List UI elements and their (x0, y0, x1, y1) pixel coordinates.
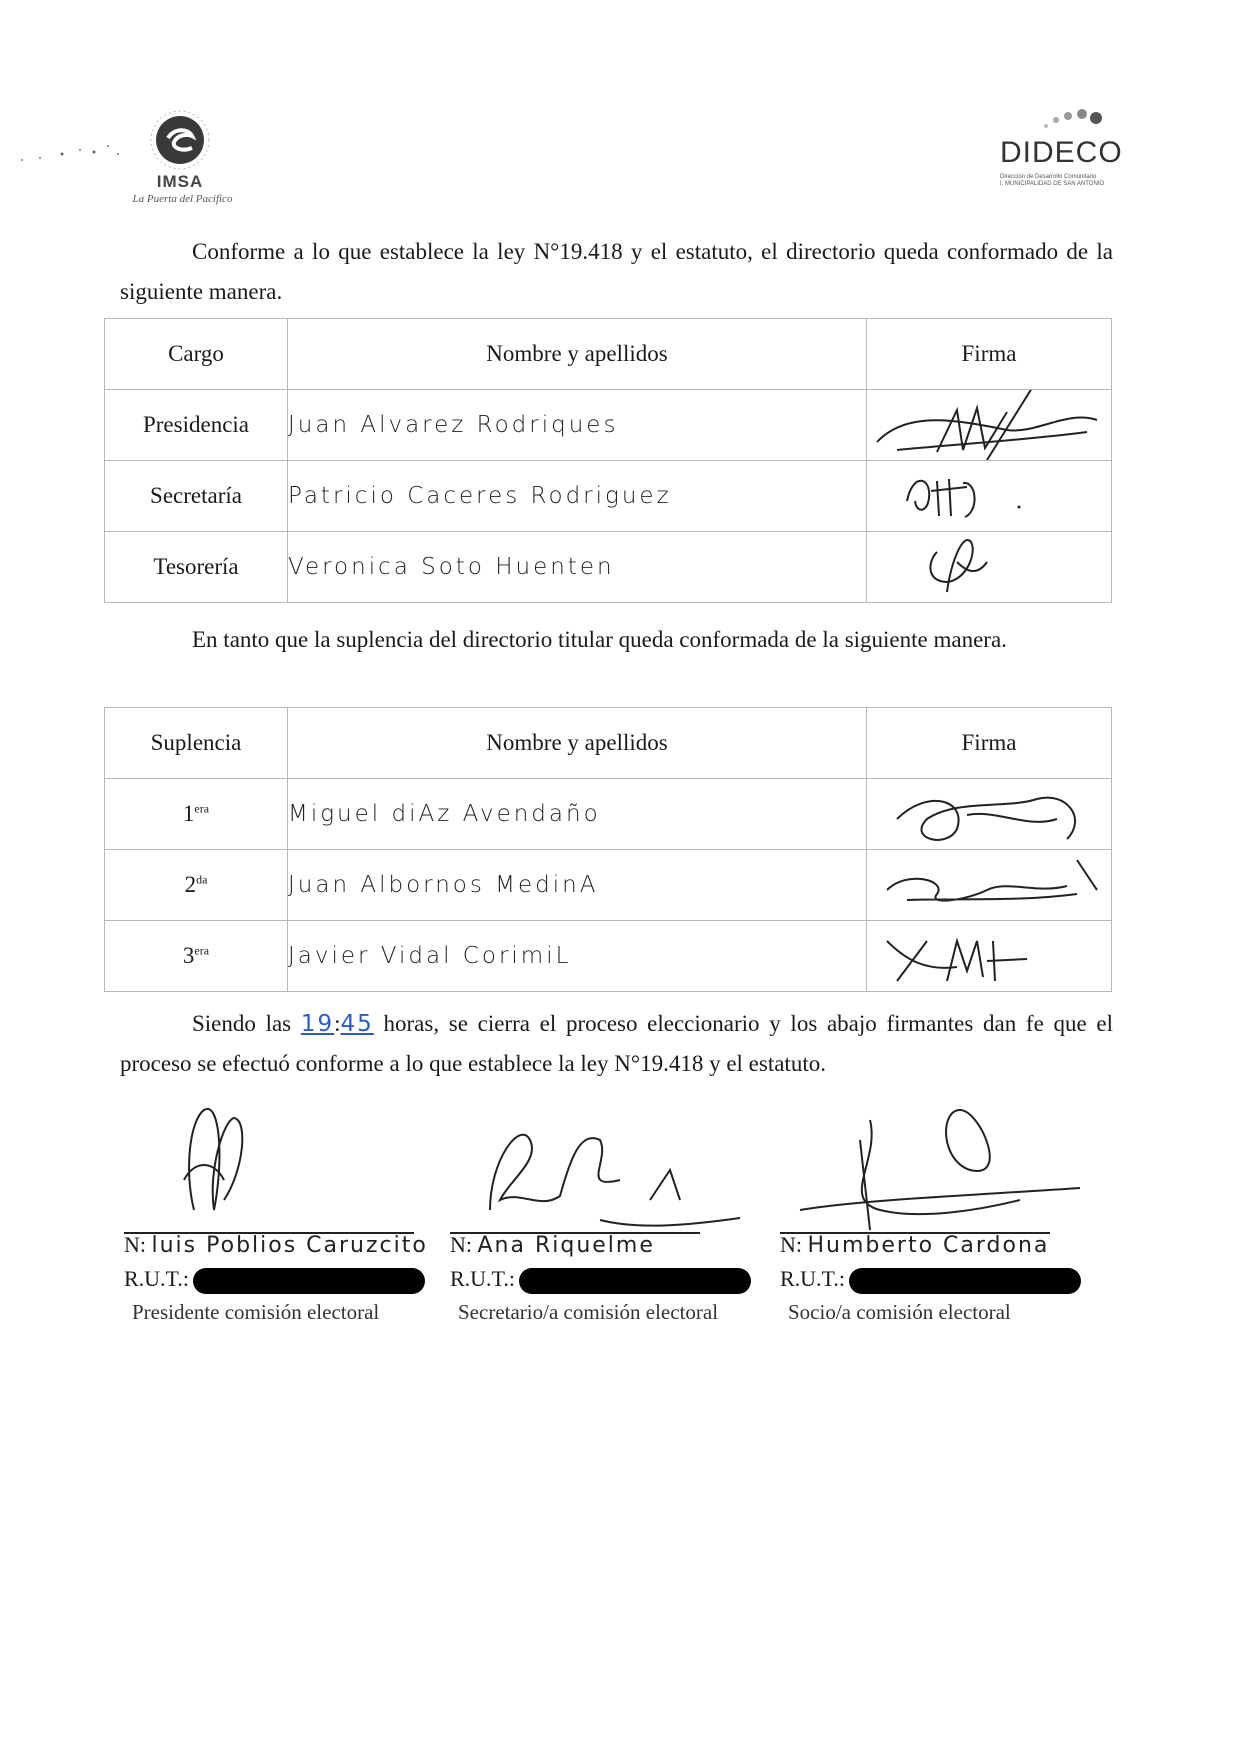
firma-cell (867, 390, 1112, 461)
table-row (105, 532, 1112, 603)
header-cargo: Cargo (105, 319, 288, 390)
dideco-dots-icon (1038, 108, 1128, 136)
intro-paragraph (120, 232, 1113, 312)
ordinal-suffix: era (194, 801, 210, 816)
closing-prefix: Siendo las (192, 1011, 292, 1036)
nombre-cell: Miguel diAz Avendaño (288, 779, 867, 850)
header-nombre: Nombre y apellidos (288, 708, 867, 779)
directorio-table (104, 318, 1112, 603)
cargo-cell: Secretaría (105, 461, 288, 532)
rut-label: R.U.T.: (450, 1266, 515, 1291)
header-suplencia: Suplencia (105, 708, 288, 779)
table-header-row (105, 319, 1112, 390)
signature-secretaria (867, 461, 1111, 531)
signature-presidencia (867, 390, 1111, 460)
ordinal-suffix: da (196, 872, 208, 887)
name-row (124, 1232, 428, 1258)
rut-row (780, 1266, 1081, 1294)
dideco-subtitle-1: Dirección de Desarrollo Comunitario (1000, 174, 1097, 180)
ordinal-number: 3 (182, 943, 195, 968)
table-row (105, 390, 1112, 461)
closing-minute: 45 (340, 1011, 374, 1037)
ordinal-suffix: era (194, 943, 210, 958)
signature-block-secretario (450, 1100, 750, 1330)
n-label: N: (124, 1232, 146, 1257)
suplencia-num-cell (105, 850, 288, 921)
signature-block-socio (780, 1100, 1080, 1330)
dideco-logo (1000, 108, 1125, 188)
rut-row (450, 1266, 751, 1294)
signature-suplente-2 (867, 850, 1111, 924)
intro-text: Conforme a lo que establece la ley N°19.418 y el estatuto, el directorio queda conformado de la siguiente manera. (120, 239, 1113, 304)
signature-suplente-1 (867, 779, 1111, 853)
signature-block-presidente (124, 1100, 428, 1330)
cargo-cell: Tesorería (105, 532, 288, 603)
name-row (450, 1232, 655, 1258)
rut-label: R.U.T.: (780, 1266, 845, 1291)
imsa-emblem-icon (148, 108, 212, 172)
scan-speckles (10, 140, 130, 170)
nombre-cell: Patricio Caceres Rodriguez (288, 461, 867, 532)
ordinal-number: 2 (184, 872, 197, 897)
closing-paragraph: Siendo las 19:45 horas, se cierra el proceso eleccionario y los abajo firmantes dan fe que el proceso se efectuó conforme a lo que establece la ley N°19.418 y el estatuto. (120, 1011, 1113, 1076)
signature-suplente-3 (867, 921, 1111, 995)
suplencia-num-cell (105, 921, 288, 992)
table-row (105, 461, 1112, 532)
suplencia-table (104, 707, 1112, 992)
suplencia-text: En tanto que la suplencia del directorio titular queda conformada de la siguiente manera. (192, 627, 1007, 652)
table-header-row (105, 708, 1112, 779)
signatory-role: Socio/a comisión electoral (788, 1300, 1011, 1324)
header-firma: Firma (867, 708, 1112, 779)
nombre-cell: Veronica Soto Huenten (288, 532, 867, 603)
cargo-cell: Presidencia (105, 390, 288, 461)
firma-cell (867, 921, 1112, 992)
signatory-name: Ana Riquelme (477, 1233, 655, 1258)
closing-hour: 19 (300, 1011, 335, 1037)
n-label: N: (450, 1232, 472, 1257)
signatory-name: luis Poblios Caruzcito (151, 1233, 428, 1258)
redacted-rut (849, 1268, 1081, 1294)
firma-cell (867, 532, 1112, 603)
rut-row (124, 1266, 425, 1294)
n-label: N: (780, 1232, 802, 1257)
nombre-cell: Juan Albornos MedinA (288, 850, 867, 921)
signatory-role: Secretario/a comisión electoral (458, 1300, 719, 1324)
signature-socio (780, 1100, 1080, 1240)
redacted-rut (519, 1268, 751, 1294)
table-row (105, 921, 1112, 992)
firma-cell (867, 779, 1112, 850)
signature-secretario (450, 1100, 750, 1240)
imsa-logo (120, 108, 245, 208)
signatory-role: Presidente comisión electoral (132, 1300, 380, 1324)
redacted-rut (193, 1268, 425, 1294)
dideco-name: DIDECO (1000, 136, 1123, 169)
signature-tesoreria (867, 532, 1111, 602)
imsa-logo-text: IMSA (156, 172, 204, 191)
signature-presidente (124, 1100, 424, 1230)
table-row (105, 779, 1112, 850)
header-nombre: Nombre y apellidos (288, 319, 867, 390)
dideco-subtitle-2: I. MUNICIPALIDAD DE SAN ANTONIO (1000, 181, 1105, 187)
rut-label: R.U.T.: (124, 1266, 189, 1291)
firma-cell (867, 461, 1112, 532)
closing-suffix: horas, se cierra el proceso eleccionario y los abajo firmantes dan fe que el proceso se efectuó conforme a lo que establece la ley N°19.418 y el estatuto. (120, 1011, 1113, 1076)
header-firma: Firma (867, 319, 1112, 390)
signatory-name: Humberto Cardona (807, 1233, 1050, 1258)
firma-cell (867, 850, 1112, 921)
table-row (105, 850, 1112, 921)
name-row (780, 1232, 1049, 1258)
suplencia-num-cell (105, 779, 288, 850)
nombre-cell: Javier Vidal CorimiL (288, 921, 867, 992)
suplencia-paragraph (120, 620, 1113, 660)
ordinal-number: 1 (182, 801, 195, 826)
nombre-cell: Juan Alvarez Rodriques (288, 390, 867, 461)
imsa-tagline: La Puerta del Pacífico (132, 193, 233, 205)
